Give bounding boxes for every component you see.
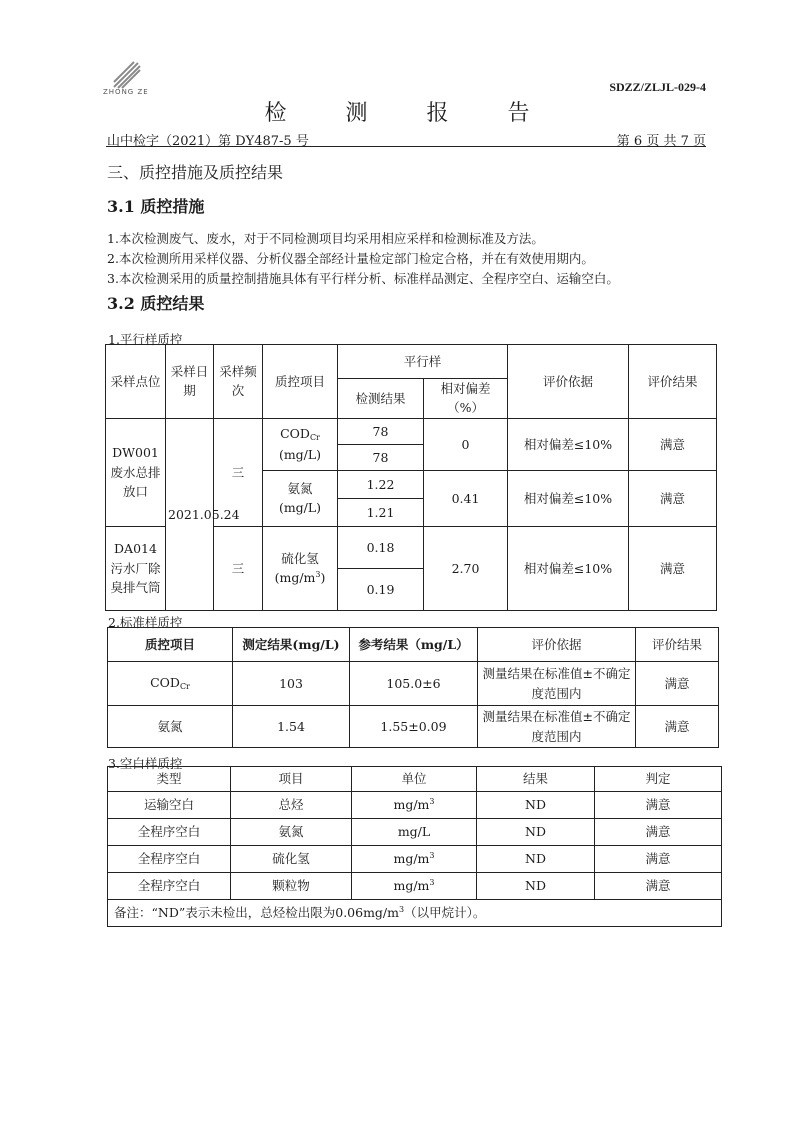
header-judgement: 判定 [595, 767, 722, 792]
table-label-parallel: 1.平行样质控 [108, 332, 183, 347]
blank-result: ND [477, 792, 595, 819]
table-header-row [108, 628, 719, 662]
document-code: SDZZ/ZLJL-029-4 [609, 80, 706, 94]
measured-value: 103 [233, 662, 350, 706]
blank-unit: mg/L [352, 819, 477, 846]
evaluation-result: 满意 [629, 470, 717, 526]
qc-item: $COD_{Cr}$ [108, 662, 233, 706]
table-label-blank: 3.空白样质控 [108, 756, 183, 771]
blank-unit: $mg/m^3$ [352, 846, 477, 873]
sampling-frequency: 三 [214, 418, 263, 526]
relative-deviation: 0.41 [424, 470, 508, 526]
blank-result: ND [477, 819, 595, 846]
blank-judgement: 满意 [595, 792, 722, 819]
blank-judgement: 满意 [595, 873, 722, 900]
qc-item: 氨氮 [108, 706, 233, 748]
evaluation-result: 满意 [629, 526, 717, 610]
header-unit: 单位 [352, 767, 477, 792]
header-evaluation: 评价结果 [636, 628, 719, 662]
result-value: 0.18 [338, 526, 424, 568]
sampling-date: 2021.05.24 [166, 418, 214, 610]
measure-paragraph: 2.本次检测所用采样仪器、分析仪器全部经计量检定部门检定合格，并在有效使用期内。 [107, 251, 594, 266]
section-heading: 三、质控措施及质控结果 [107, 163, 284, 182]
table-note: 备注：“ND”表示未检出，总烃检出限为$0.06mg/m^3$（以甲烷计）。 [108, 900, 722, 927]
table-row [108, 792, 722, 819]
result-value: 1.22 [338, 470, 424, 498]
page-info: 第 6 页 共 7 页 [616, 134, 706, 149]
blank-type: 全程序空白 [108, 846, 231, 873]
evaluation-result: 满意 [636, 706, 719, 748]
table-row [108, 873, 722, 900]
header-point: 采样点位 [106, 345, 166, 419]
blank-judgement: 满意 [595, 846, 722, 873]
blank-result: ND [477, 846, 595, 873]
header-basis: 评价依据 [508, 345, 629, 419]
subsection-heading-results: 3.2 质控结果 [107, 294, 205, 313]
header-item: 质控项目 [108, 628, 233, 662]
report-title: 检 测 报 告 [264, 101, 556, 126]
table-row [108, 662, 719, 706]
blank-item: 硫化氢 [231, 846, 352, 873]
blank-type: 全程序空白 [108, 819, 231, 846]
header-type: 类型 [108, 767, 231, 792]
result-value: 0.19 [338, 568, 424, 610]
relative-deviation: 2.70 [424, 526, 508, 610]
header-item: 项目 [231, 767, 352, 792]
standard-sample-table [107, 627, 719, 748]
blank-item: 颗粒物 [231, 873, 352, 900]
qc-item: 氨氮 (mg/L) [263, 470, 338, 526]
header-divider [106, 146, 706, 147]
header-evaluation: 评价结果 [629, 345, 717, 419]
table-row [108, 846, 722, 873]
parallel-sample-table [105, 344, 717, 611]
measured-value: 1.54 [233, 706, 350, 748]
table-header-row [108, 767, 722, 792]
table-row [108, 706, 719, 748]
measure-paragraph: 3.本次检测采用的质量控制措施具体有平行样分析、标准样品测定、全程序空白、运输空白。 [107, 271, 619, 286]
sampling-point: DA014污水厂除臭排气筒 [106, 526, 166, 610]
header-item: 质控项目 [263, 345, 338, 419]
subsection-heading-measures: 3.1 质控措施 [107, 197, 205, 216]
evaluation-basis: 相对偏差≤10% [508, 526, 629, 610]
report-number: 山中检字（2021）第 DY487-5 号 [107, 134, 309, 149]
sampling-frequency: 三 [214, 526, 263, 610]
relative-deviation: 0 [424, 418, 508, 470]
table-row [106, 418, 717, 444]
blank-unit: $mg/m^3$ [352, 792, 477, 819]
table-label-standard: 2.标准样质控 [108, 615, 183, 630]
header-frequency: 采样频次 [214, 345, 263, 419]
blank-type: 运输空白 [108, 792, 231, 819]
result-value: 78 [338, 444, 424, 470]
sampling-point: DW001废水总排放口 [106, 418, 166, 526]
blank-unit: $mg/m^3$ [352, 873, 477, 900]
header-reference: 参考结果（mg/L） [350, 628, 478, 662]
qc-item: 硫化氢 $(mg/m^3)$ [263, 526, 338, 610]
blank-result: ND [477, 873, 595, 900]
qc-item: $COD_{Cr}$ (mg/L) [263, 418, 338, 470]
evaluation-result: 满意 [636, 662, 719, 706]
result-value: 1.21 [338, 498, 424, 526]
evaluation-result: 满意 [629, 418, 717, 470]
evaluation-basis: 相对偏差≤10% [508, 418, 629, 470]
evaluation-basis: 相对偏差≤10% [508, 470, 629, 526]
header-result: 检测结果 [338, 379, 424, 419]
reference-value: 1.55±0.09 [350, 706, 478, 748]
table-header-row [106, 345, 717, 379]
blank-judgement: 满意 [595, 819, 722, 846]
result-value: 78 [338, 418, 424, 444]
evaluation-basis: 测量结果在标准值±不确定度范围内 [478, 662, 636, 706]
header-date: 采样日期 [166, 345, 214, 419]
evaluation-basis: 测量结果在标准值±不确定度范围内 [478, 706, 636, 748]
header-parallel-group: 平行样 [338, 345, 508, 379]
logo-text: ZHONG ZE [103, 88, 149, 96]
blank-item: 氨氮 [231, 819, 352, 846]
measure-paragraph: 1.本次检测废气、废水，对于不同检测项目均采用相应采样和检测标准及方法。 [107, 231, 544, 246]
reference-value: 105.0±6 [350, 662, 478, 706]
table-note-row [108, 900, 722, 927]
blank-sample-table [107, 766, 722, 927]
blank-item: 总烃 [231, 792, 352, 819]
header-result: 结果 [477, 767, 595, 792]
table-row [108, 819, 722, 846]
header-measured: 测定结果(mg/L) [233, 628, 350, 662]
blank-type: 全程序空白 [108, 873, 231, 900]
header-basis: 评价依据 [478, 628, 636, 662]
header-deviation: 相对偏差（%） [424, 379, 508, 419]
